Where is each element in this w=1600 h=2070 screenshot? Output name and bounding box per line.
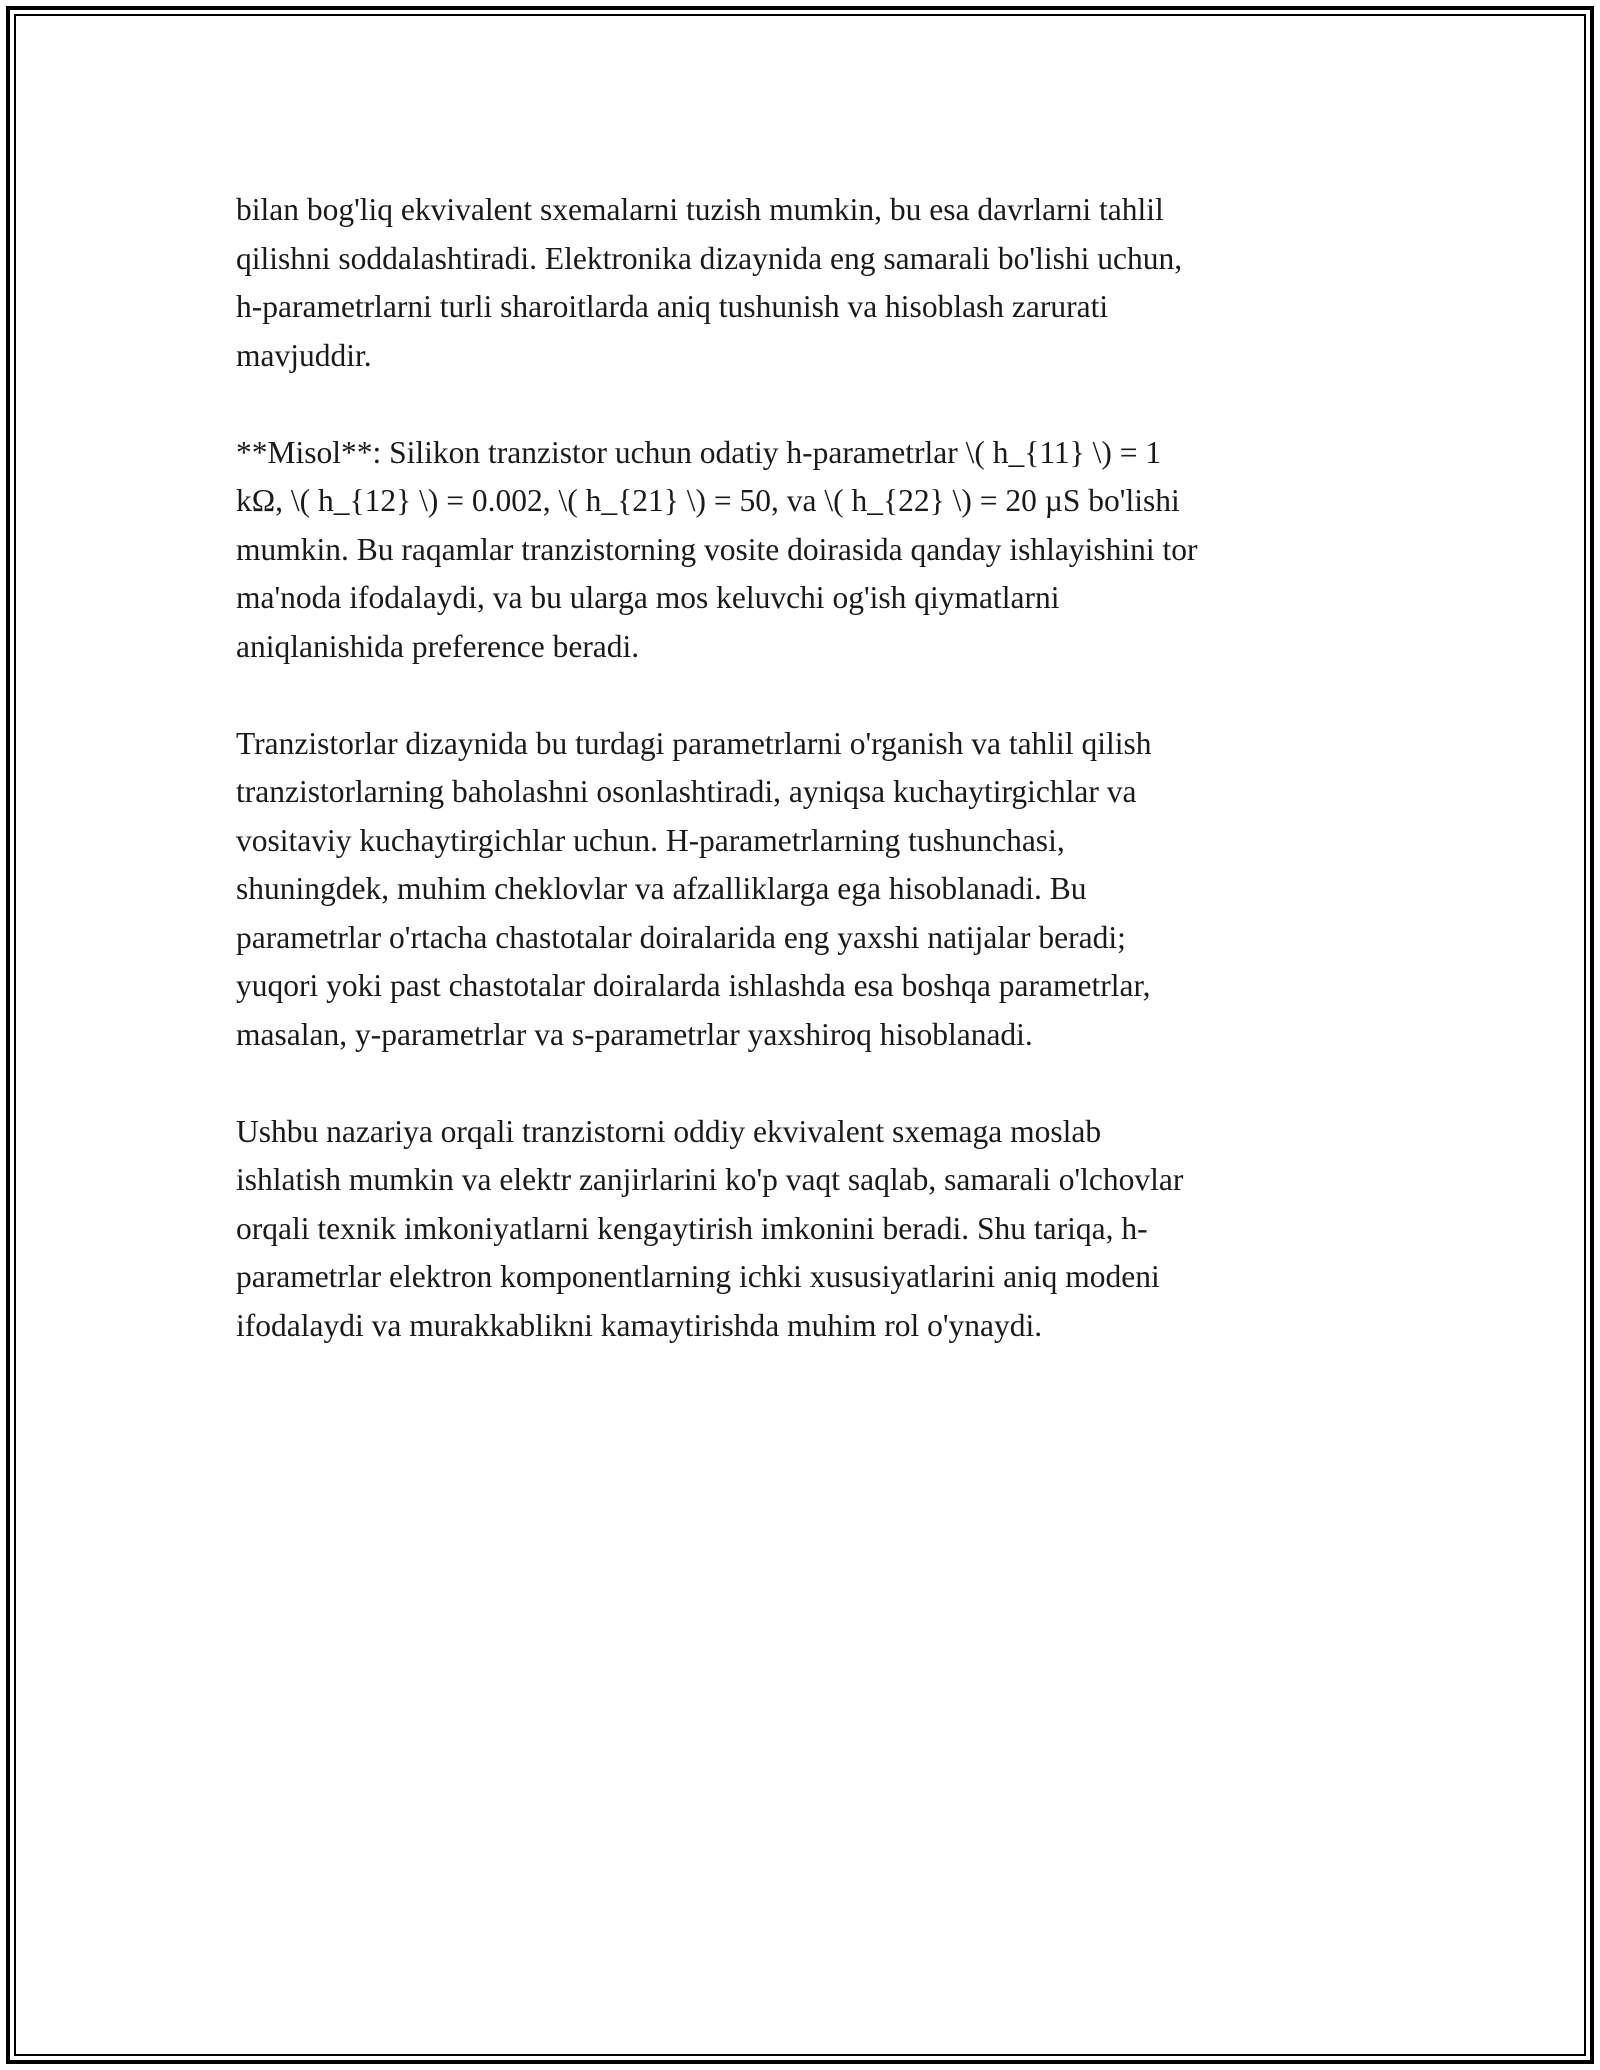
paragraph-example: **Misol**: Silikon tranzistor uchun odatiy h-parametrlar \( h_{11} \) = 1 kΩ, \( h_{12} \) = 0.002, \( h_{21} \) = 50, va \( h_{22} \) = 20 µS bo'lishi mumkin. Bu raqamlar tranzistorning vosite doirasida qanday ishlayishini tor ma'noda ifodalaydi, va bu ularga mos keluvchi og'ish qiymatlarni aniqlanishida preference beradi. [236, 434, 1198, 664]
paragraph-intro: bilan bog'liq ekvivalent sxemalarni tuzish mumkin, bu esa davrlarni tahlil qilishni soddalashtiradi. Elektronika dizaynida eng samarali bo'lishi uchun, h-parametrlarni turli sharoitlarda aniq tushunish va hisoblash zarurati mavjuddir. [236, 192, 1183, 373]
paragraph-design: Tranzistorlar dizaynida bu turdagi parametrlarni o'rganish va tahlil qilish tranzistorlarning baholashni osonlashtiradi, ayniqsa kuchaytirgichlar va vositaviy kuchaytirgichlar uchun. H-parametrlarning tushunchasi, shuningdek, muhim cheklovlar va afzalliklarga ega hisoblanadi. Bu parametrlar o'rtacha chastotalar doiralarida eng yaxshi natijalar beradi; yuqori yoki past chastotalar doiralarda ishlashda esa boshqa parametrlar, masalan, y-parametrlar va s-parametrlar yaxshiroq hisoblanadi. [236, 725, 1152, 1052]
paragraph-conclusion: Ushbu nazariya orqali tranzistorni oddiy ekvivalent sxemaga moslab ishlatish mumkin va elektr zanjirlarini ko'p vaqt saqlab, samarali o'lchovlar orqali texnik imkoniyatlarni kengaytirish imkonini beradi. Shu tariqa, h- parametrlar elektron komponentlarning ichki xususiyatlarini aniq modeni ifodalaydi va murakkablikni kamaytirishda muhim rol o'ynaydi. [236, 1113, 1184, 1343]
document-body [236, 186, 1366, 1399]
